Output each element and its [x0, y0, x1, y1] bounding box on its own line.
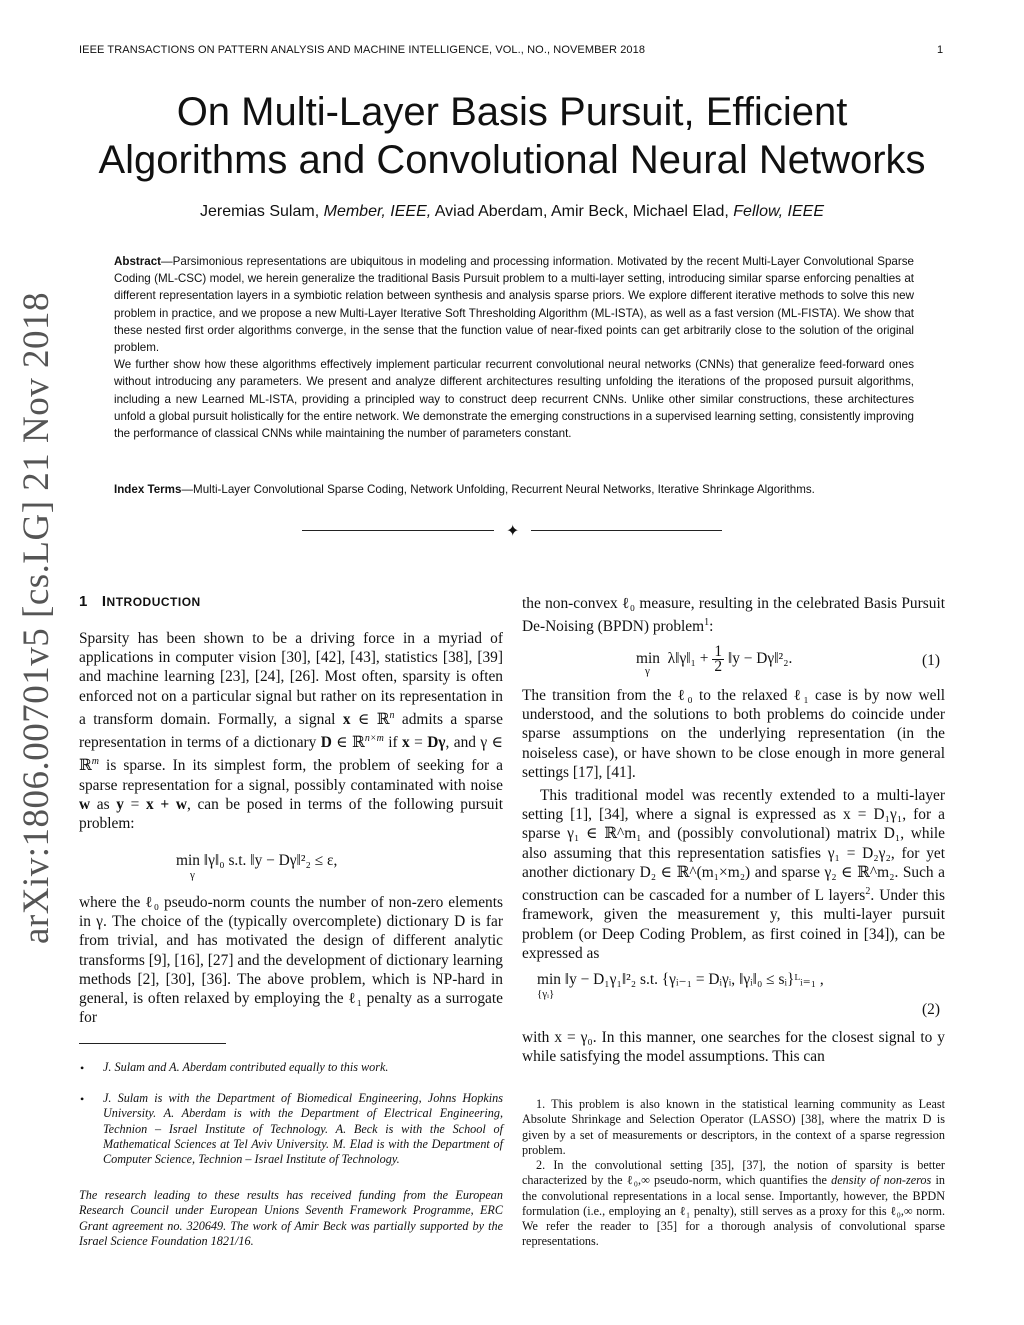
equation-bpdn-fraction	[712, 645, 724, 674]
multilayer-text-end: . Under this framework, given the measurement y, this multi-layer pursuit problem (or Deep Coding Problem, as first coined in [34]), can be expressed as	[522, 887, 945, 962]
equation-l0-pursuit: min ‖γ‖₀ s.t. ‖y − Dγ‖²₂ ≤ ε,	[176, 852, 338, 869]
footnote-2-emphasis: density of non-zeros	[831, 1173, 932, 1188]
right-column-paragraph-1	[522, 594, 945, 637]
symbol-x-plus-w: x + w	[146, 796, 187, 813]
footnote-1: 1. This problem is also known in the statistical learning community as Least Absolute Shrinkage and Selection Operator (LASSO) [38], where the matrix D is given by a set of measurements or descriptors, in the context of a sparse regression problem.	[522, 1097, 945, 1157]
abstract-paragraph-2: We further show how these algorithms effectively implement particular recurrent convolutional neural networks (CNNs) that generalize feed-forward ones without introducing any parameters. We present and analyze different architectures resulting unfolding the iterations of the proposed pursuit algorithms, including a new Learned ML-ISTA, providing a principled way to construct deep recurrent CNNs. Unlike other similar constructions, these architectures unfold a global pursuit holistically for the entire network. We demonstrate the emerging constructions in a supervised learning setting, consistently improving the performance of classical CNNs while maintaining the number of parameters constant.	[114, 358, 914, 441]
right-footnote-spacer	[522, 1080, 622, 1081]
equation-bpdn-min: min	[636, 650, 660, 668]
section-title-initial: I	[101, 593, 107, 610]
divider-right-rule	[531, 530, 722, 531]
footnote-2-text-b: in the convolutional representations in a local sense. Importantly, however, the BPDN formulation (i.e., employing an ℓ₁ penalty), still serves as a proxy for this ℓ₀,∞ norm. We refer the reader to [35] for a thorough analysis of convolutional sparse representations.	[522, 1173, 945, 1249]
section-heading-introduction	[79, 593, 201, 610]
paper-title-line-2: Algorithms and Convolutional Neural Networks	[98, 138, 926, 182]
index-terms	[114, 481, 914, 498]
right-column-paragraph-2: The transition from the ℓ₀ to the relaxed ℓ₁ case is by now well understood, and the solutions to both problems do coincide under sparse assumptions on the underlying representation (in the noiseless case), or have shown to be close enough in more general settings [17], [41].	[522, 687, 945, 781]
symbol-x: x	[342, 710, 351, 728]
equation-deep-coding: min ‖y − D₁γ₁‖²₂ s.t. {γᵢ₋₁ = Dᵢγᵢ, ‖γᵢ‖₀ ≤ sᵢ}ᴸᵢ₌₁ ,	[537, 971, 824, 988]
superscript-nxm: n×m	[364, 733, 384, 745]
multilayer-text: This traditional model was recently extended to a multi-layer setting [1], [34], where a signal is expressed as x = D₁γ₁, for a sparse γ₁ ∈ ℝ^m₁ and (possibly convolutional) matrix D₁, while also assuming that this representation satisfies γ₁ = D₂γ₂, for yet another dictionary D₂ ∈ ℝ^(m₁×m₂) and sparse γ₂ ∈ ℝ^m₂. Such a construction can be cascaded for a number of L layers	[522, 787, 945, 905]
section-number: 1	[79, 593, 88, 610]
author-role-fellow: Fellow, IEEE	[733, 203, 824, 220]
author-list	[60, 203, 964, 221]
equation-bpdn	[636, 645, 792, 674]
running-header: IEEE TRANSACTIONS ON PATTERN ANALYSIS AND MACHINE INTELLIGENCE, VOL., NO., NOVEMBER 2018	[79, 44, 646, 56]
footnote-equal-contribution: J. Sulam and A. Aberdam contributed equally to this work.	[103, 1060, 389, 1074]
author-sulam: Jeremias Sulam,	[200, 203, 320, 220]
footnote-2	[522, 1158, 945, 1250]
equation-number-2: (2)	[922, 1001, 940, 1018]
arxiv-stamp: arXiv:1806.00701v5 [cs.LG] 21 Nov 2018	[16, 291, 57, 944]
intro-text-in2: ∈ ℝ	[331, 734, 365, 752]
fraction-numerator: 1	[714, 643, 723, 660]
abstract	[114, 253, 914, 442]
intro-text-h: =	[124, 796, 147, 813]
footnote-ref-1: 1	[704, 617, 710, 629]
author-role-member: Member, IEEE,	[323, 203, 432, 220]
abstract-label: Abstract	[114, 255, 162, 268]
left-footnote-rule	[79, 1043, 226, 1044]
equation-l0-subscript: γ	[190, 869, 195, 881]
symbol-x-2: x	[402, 734, 410, 752]
intro-text-e: , and γ ∈ ℝ	[79, 734, 503, 775]
left-column-paragraph-1	[79, 629, 503, 833]
index-terms-label: Index Terms	[114, 483, 182, 496]
symbol-w: w	[79, 796, 91, 813]
page-number: 1	[937, 44, 944, 56]
footnote-2-text-a: 2. In the convolutional setting [35], [37], the notion of sparsity is better characterized by the ℓ₀,∞ pseudo-norm, which quantifies the	[522, 1158, 945, 1188]
symbol-D: D	[320, 734, 332, 752]
authors-other: Aviad Aberdam, Amir Beck, Michael Elad,	[434, 203, 729, 220]
superscript-n: n	[389, 709, 395, 721]
section-title-rest: NTRODUCTION	[106, 595, 201, 609]
intro-text-d: =	[409, 734, 428, 752]
intro-text-a: Sparsity has been shown to be a driving force in a myriad of applications in computer vision [30], [42], [43], statistics [38], [39] and machine learning [23], [24], [26]. Most often, sparsity is often enforced not on a particular signal but rather on its representation in a transform domain. Formally, a signal	[79, 630, 503, 728]
fraction-denominator: 2	[714, 658, 723, 675]
equation-deep-coding-subscript: {γᵢ}	[537, 988, 555, 1000]
index-terms-text: —Multi-Layer Convolutional Sparse Coding, Network Unfolding, Recurrent Neural Networks, Iterative Shrinkage Algorithms.	[181, 483, 815, 496]
intro-text-in1: ∈ ℝ	[350, 710, 390, 728]
bullet-icon: •	[80, 1061, 85, 1075]
bpdn-intro-colon: :	[709, 618, 714, 636]
symbol-Dgamma: Dγ	[427, 734, 446, 752]
divider-diamond-icon: ✦	[506, 523, 520, 540]
footnote-funding: The research leading to these results has received funding from the European Research Council under European Unions Seventh Framework Programme, ERC Grant agreement no. 320649. The work of Amir Beck was partially supported by the Israel Science Foundation 1821/16.	[79, 1188, 503, 1248]
bpdn-intro-text: the non-convex ℓ₀ measure, resulting in the celebrated Basis Pursuit De-Noising (BPDN) problem	[522, 595, 945, 636]
bullet-icon: •	[80, 1092, 85, 1106]
equation-bpdn-term-b: ‖y − Dγ‖²₂.	[727, 650, 793, 668]
equation-bpdn-subscript: γ	[645, 665, 650, 677]
intro-text-b: admits a sparse representation in terms of a dictionary	[79, 710, 503, 752]
right-column-paragraph-3	[522, 786, 945, 963]
symbol-y: y	[116, 796, 124, 813]
equation-bpdn-term-a: λ‖γ‖₁ +	[667, 650, 709, 668]
footnote-affiliations: J. Sulam is with the Department of Biomedical Engineering, Johns Hopkins University. A. Aberdam is with the Department of Electrical Engineering, Technion – Israel Institute of Technology. A. Beck is with the School of Mathematical Sciences at Tel Aviv University. M. Elad is with the Department of Computer Science, Technion – Israel Institute of Technology.	[103, 1091, 503, 1167]
equation-number-1: (1)	[922, 652, 940, 669]
intro-text-g: as	[90, 796, 117, 813]
intro-text-i: , can be posed in terms of the following pursuit problem:	[79, 796, 503, 833]
superscript-m: m	[91, 756, 100, 768]
left-column-paragraph-2: where the ℓ₀ pseudo-norm counts the number of non-zero elements in γ. The choice of the (typically overcomplete) dictionary D is far from trivial, and has motivated the design of different analytic transforms [9], [16], [27] and the development of dictionary learning methods [2], [30], [36]. The above problem, which is NP-hard in general, is often relaxed by employing the ℓ₁ penalty as a surrogate for	[79, 894, 503, 1027]
right-column-paragraph-4: with x = γ₀. In this manner, one searches for the closest signal to y while satisfying the model assumptions. This can	[522, 1029, 945, 1066]
footnote-ref-2: 2	[865, 886, 871, 898]
intro-text-c: if	[383, 734, 403, 752]
paper-title-line-1: On Multi-Layer Basis Pursuit, Efficient	[176, 90, 848, 134]
divider-left-rule	[302, 530, 494, 531]
intro-text-f: is sparse. In its simplest form, the problem of seeking for a sparse representation for a signal, possibly contaminated with noise	[79, 757, 503, 794]
abstract-paragraph-1: —Parsimonious representations are ubiquitous in modeling and processing information. Motivated by the recent Multi-Layer Convolutional Sparse Coding (ML-CSC) model, we herein generalize the traditional Basis Pursuit problem to a multi-layer setting, introducing similar sparse enforcing penalties at different representation layers in a symbiotic relation between synthesis and analysis sparse priors. We explore different iterative methods to solve this new problem in practice, and we propose a new Multi-Layer Iterative Soft Thresholding Algorithm (ML-ISTA), as well as a fast version (ML-FISTA). We show that these nested first order algorithms converge, in the sense that the function value of near-fixed points can get arbitrarily close to the solution of the original problem.	[114, 255, 914, 355]
